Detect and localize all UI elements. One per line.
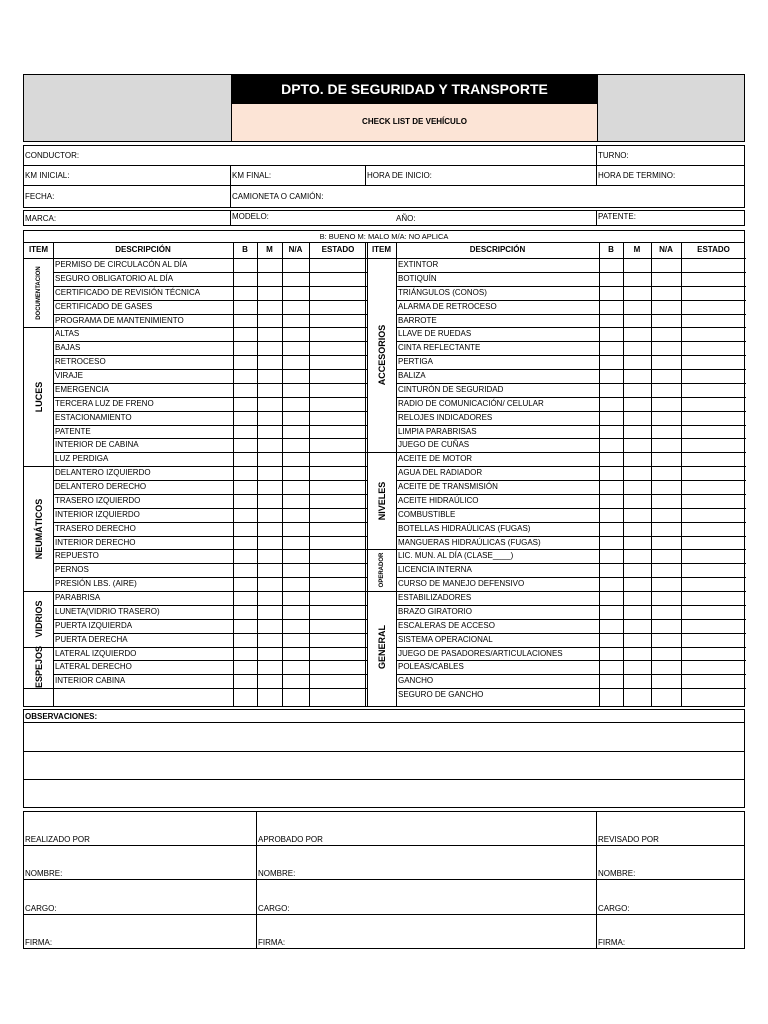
observaciones-label: OBSERVACIONES: <box>25 712 98 721</box>
column-line <box>53 243 54 706</box>
right-item-21: LIC. MUN. AL DÍA (CLASE____) <box>398 551 514 561</box>
row-line <box>396 425 746 426</box>
row-line <box>53 411 367 412</box>
row-line <box>53 522 367 523</box>
column-line <box>651 243 652 706</box>
conductor-label: CONDUCTOR: <box>25 151 80 160</box>
column-line <box>282 243 283 706</box>
observaciones-box <box>23 709 745 808</box>
row-line <box>53 605 367 606</box>
row-line <box>53 397 367 398</box>
left-item-8: VIRAJE <box>55 371 84 380</box>
column-header-na: N/A <box>288 245 303 254</box>
right-item-15: AGUA DEL RADIADOR <box>398 468 483 478</box>
left-item-4: PROGRAMA DE MANTENIMIENTO <box>55 315 184 325</box>
right-group-2-label: OPERADOR <box>378 552 385 588</box>
right-item-11: RELOJES INDICADORES <box>398 412 493 422</box>
row-line <box>53 369 367 370</box>
column-header-m: M <box>633 245 641 254</box>
right-item-5: LLAVE DE RUEDAS <box>398 329 472 339</box>
left-group-divider <box>24 688 53 689</box>
left-item-25: LUNETA(VIDRIO TRASERO) <box>55 606 160 616</box>
left-item-0: PERMISO DE CIRCULACÓN AL DÍA <box>55 260 188 269</box>
info-row-4 <box>23 210 745 226</box>
left-item-9: EMERGENCIA <box>55 384 109 394</box>
row-line <box>53 272 367 273</box>
page-subtitle: CHECK LIST DE VEHÍCULO <box>362 117 467 126</box>
row-line <box>53 591 367 592</box>
right-item-1: BOTIQUÍN <box>398 273 437 283</box>
row-line <box>53 549 367 550</box>
column-line <box>599 243 600 706</box>
row-line <box>53 327 367 328</box>
cargo-label-3: CARGO: <box>598 904 630 913</box>
left-item-17: TRASERO IZQUIERDO <box>55 495 141 505</box>
firma-label-1: FIRMA: <box>25 938 53 947</box>
right-item-30: GANCHO <box>398 676 434 686</box>
column-header-b: B <box>242 245 248 254</box>
row-line <box>396 536 746 537</box>
row-line <box>53 633 367 634</box>
column-header-item: ITEM <box>371 245 392 254</box>
row-line <box>53 383 367 384</box>
row-line <box>396 452 746 453</box>
right-item-3: ALARMA DE RETROCESO <box>398 301 497 311</box>
left-item-14: LUZ PERDIGA <box>55 454 109 464</box>
right-item-28: JUEGO DE PASADORES/ARTICULACIONES <box>398 648 563 658</box>
row-line <box>396 549 746 550</box>
column-line <box>257 243 258 706</box>
right-item-23: CURSO DE MANEJO DEFENSIVO <box>398 579 525 589</box>
km-inicial-label: KM INICIAL: <box>25 171 70 180</box>
right-item-7: PERTIGA <box>398 357 433 367</box>
column-header-b: B <box>608 245 614 254</box>
row-line <box>53 508 367 509</box>
row-line <box>53 300 367 301</box>
left-item-2: CERTIFICADO DE REVISIÓN TÉCNICA <box>55 287 201 297</box>
right-item-2: TRIÁNGULOS (CONOS) <box>398 287 487 297</box>
anio-label: AÑO: <box>396 214 416 223</box>
left-item-7: RETROCESO <box>55 357 106 367</box>
column-header-na: N/A <box>659 245 673 254</box>
left-item-3: CERTIFICADO DE GASES <box>55 301 153 311</box>
left-item-24: PARABRISA <box>55 593 101 602</box>
column-header-descripcion: DESCRIPCIÓN <box>115 245 171 254</box>
row-line <box>396 383 746 384</box>
legend-text: B: BUENO M: MALO M/A: NO APLICA <box>319 232 449 241</box>
hora-termino-label: HORA DE TERMINO: <box>598 171 676 180</box>
signatures-box <box>23 811 745 949</box>
left-group-2-label: NEUMÁTICOS <box>33 498 44 559</box>
right-item-9: CINTURÓN DE SEGURIDAD <box>398 384 504 394</box>
checklist-table <box>23 242 745 707</box>
row-line <box>396 508 746 509</box>
logo-box-right <box>597 74 745 142</box>
left-item-23: PRESIÓN LBS. (AIRE) <box>55 579 137 589</box>
row-line <box>53 647 367 648</box>
row-line <box>53 355 367 356</box>
right-item-26: ESCALERAS DE ACCESO <box>398 620 495 630</box>
right-item-18: COMBUSTIBLE <box>398 509 456 519</box>
patente-label: PATENTE: <box>598 212 636 221</box>
column-header-descripcion: DESCRIPCIÓN <box>469 245 526 254</box>
right-group-0-label: ACCESORIOS <box>376 324 387 386</box>
left-item-20: INTERIOR DERECHO <box>55 537 136 547</box>
row-line <box>396 272 746 273</box>
column-line <box>367 243 368 706</box>
row-line <box>53 286 367 287</box>
left-group-0-label: DOCUMENTACION <box>35 265 42 320</box>
right-group-divider <box>367 591 396 592</box>
row-line <box>396 466 746 467</box>
row-line <box>396 369 746 370</box>
right-item-12: LIMPIA PARABRISAS <box>398 426 477 436</box>
row-line <box>396 341 746 342</box>
right-item-24: ESTABILIZADORES <box>398 593 472 602</box>
revisado-label: REVISADO POR <box>598 835 659 844</box>
right-item-19: BOTELLAS HIDRAÚLICAS (FUGAS) <box>398 523 531 533</box>
column-line <box>309 243 310 706</box>
subtitle-bar <box>231 103 598 142</box>
header-divider <box>24 258 746 259</box>
right-item-6: CINTA REFLECTANTE <box>398 343 481 353</box>
right-item-27: SISTEMA OPERACIONAL <box>398 634 493 644</box>
left-group-3-label: VIDRIOS <box>33 600 44 638</box>
nombre-label-1: NOMBRE: <box>25 869 63 878</box>
row-line <box>53 425 367 426</box>
column-line <box>233 243 234 706</box>
row-line <box>53 480 367 481</box>
column-line <box>396 243 397 706</box>
left-group-divider <box>24 466 53 467</box>
row-line <box>53 466 367 467</box>
row-line <box>396 480 746 481</box>
row-line <box>396 563 746 564</box>
right-group-divider <box>367 452 396 453</box>
left-item-12: PATENTE <box>55 426 91 436</box>
row-line <box>396 688 746 689</box>
row-line <box>53 314 367 315</box>
realizado-label: REALIZADO POR <box>25 835 90 844</box>
row-line <box>396 286 746 287</box>
left-group-1-label: LUCES <box>33 381 44 413</box>
left-item-6: BAJAS <box>55 343 81 353</box>
row-line <box>53 452 367 453</box>
right-group-1-label: NIVELES <box>376 481 387 521</box>
hora-inicio-label: HORA DE INICIO: <box>367 171 432 180</box>
left-item-27: PUERTA DERECHA <box>55 634 128 644</box>
row-line <box>53 341 367 342</box>
logo-box-left <box>23 74 232 142</box>
row-line <box>53 660 367 661</box>
left-item-5: ALTAS <box>55 329 80 339</box>
aprobado-label: APROBADO POR <box>258 835 323 844</box>
row-line <box>53 577 367 578</box>
left-item-1: SEGURO OBLIGATORIO AL DÍA <box>55 273 174 283</box>
left-group-4-label: ESPEJOS <box>33 646 44 689</box>
left-item-19: TRASERO DERECHO <box>55 523 136 533</box>
right-item-25: BRAZO GIRATORIO <box>398 606 472 616</box>
row-line <box>396 397 746 398</box>
row-line <box>396 577 746 578</box>
km-final-label: KM FINAL: <box>232 171 272 180</box>
right-item-10: RADIO DE COMUNICACIÓN/ CELULAR <box>398 398 544 408</box>
cargo-label-2: CARGO: <box>258 904 290 913</box>
firma-label-2: FIRMA: <box>258 938 286 947</box>
row-line <box>396 522 746 523</box>
left-item-22: PERNOS <box>55 565 89 575</box>
left-item-28: LATERAL IZQUIERDO <box>55 648 137 658</box>
row-line <box>53 688 367 689</box>
column-line <box>681 243 682 706</box>
left-item-13: INTERIOR DE CABINA <box>55 440 139 450</box>
left-group-divider <box>24 327 53 328</box>
row-line <box>396 619 746 620</box>
right-item-31: SEGURO DE GANCHO <box>398 690 484 700</box>
nombre-label-3: NOMBRE: <box>598 869 636 878</box>
column-header-estado: ESTADO <box>321 245 355 254</box>
nombre-label-2: NOMBRE: <box>258 869 296 878</box>
column-header-m: M <box>266 245 273 254</box>
row-line <box>53 438 367 439</box>
right-group-divider <box>367 549 396 550</box>
left-item-30: INTERIOR CABINA <box>55 676 126 686</box>
left-item-16: DELANTERO DERECHO <box>55 482 147 491</box>
modelo-label: MODELO: <box>232 212 269 221</box>
column-line <box>623 243 624 706</box>
left-item-11: ESTACIONAMIENTO <box>55 412 132 422</box>
right-item-22: LICENCIA INTERNA <box>398 565 472 575</box>
firma-label-3: FIRMA: <box>598 938 626 947</box>
right-item-17: ACEITE HIDRAÚLICO <box>398 495 479 505</box>
page-title: DPTO. DE SEGURIDAD Y TRANSPORTE <box>281 81 548 97</box>
row-line <box>53 494 367 495</box>
right-item-0: EXTINTOR <box>398 260 439 269</box>
info-row-1 <box>23 145 745 166</box>
turno-label: TURNO: <box>598 151 629 160</box>
right-item-8: BALIZA <box>398 371 426 380</box>
left-item-26: PUERTA IZQUIERDA <box>55 620 133 630</box>
row-line <box>53 536 367 537</box>
row-line <box>396 633 746 634</box>
right-item-13: JUEGO DE CUÑAS <box>398 440 470 450</box>
left-item-10: TERCERA LUZ DE FRENO <box>55 398 154 408</box>
row-line <box>396 674 746 675</box>
right-item-4: BARROTE <box>398 315 437 325</box>
column-header-estado: ESTADO <box>697 245 730 254</box>
row-line <box>396 355 746 356</box>
row-line <box>396 327 746 328</box>
left-item-21: REPUESTO <box>55 551 99 561</box>
fecha-label: FECHA: <box>25 192 55 201</box>
row-line <box>396 660 746 661</box>
cargo-label-1: CARGO: <box>25 904 57 913</box>
row-line <box>396 438 746 439</box>
left-item-15: DELANTERO IZQUIERDO <box>55 468 151 478</box>
right-item-16: ACEITE DE TRANSMISIÓN <box>398 482 498 491</box>
row-line <box>396 591 746 592</box>
left-group-divider <box>24 591 53 592</box>
row-line <box>396 411 746 412</box>
row-line <box>53 563 367 564</box>
left-item-29: LATERAL DERECHO <box>55 662 132 672</box>
camioneta-label: CAMIONETA O CAMIÓN: <box>232 192 324 201</box>
right-item-14: ACEITE DE MOTOR <box>398 454 473 464</box>
row-line <box>396 494 746 495</box>
column-header-item: ITEM <box>28 245 49 254</box>
marca-label: MARCA: <box>25 214 57 223</box>
row-line <box>396 605 746 606</box>
row-line <box>53 674 367 675</box>
info-row-3 <box>23 185 745 208</box>
right-group-3-label: GENERAL <box>376 624 387 669</box>
row-line <box>396 314 746 315</box>
left-item-18: INTERIOR IZQUIERDO <box>55 509 140 519</box>
title-bar <box>231 74 598 104</box>
row-line <box>396 300 746 301</box>
row-line <box>53 619 367 620</box>
row-line <box>396 647 746 648</box>
right-item-29: POLEAS/CABLES <box>398 662 464 672</box>
middle-divider <box>365 243 366 706</box>
right-item-20: MANGUERAS HIDRAÚLICAS (FUGAS) <box>398 537 541 547</box>
